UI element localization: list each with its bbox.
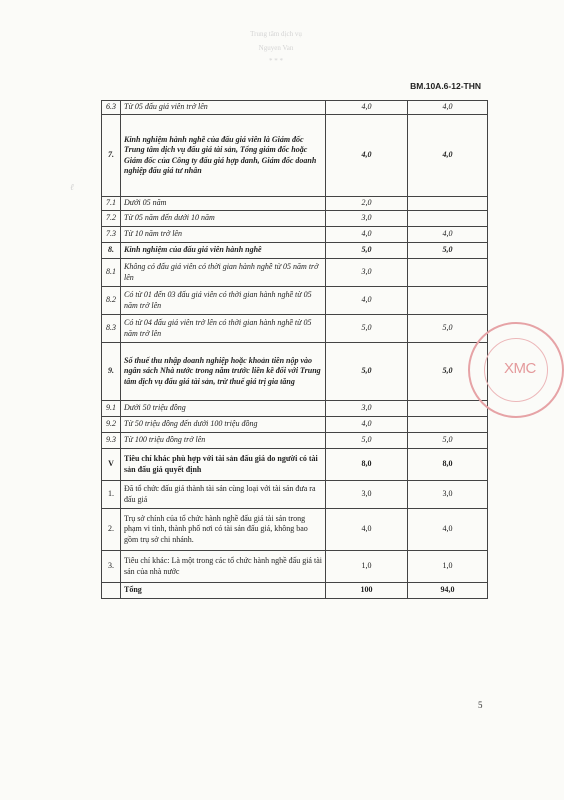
faint-header-line-3: * * * — [269, 57, 283, 65]
total-num-cell — [102, 583, 121, 599]
row-value — [408, 417, 488, 433]
table-row — [102, 449, 488, 481]
row-number: 8. — [102, 243, 121, 259]
row-criterion: Trụ sở chính của tổ chức hành nghề đấu giá tài sản trong phạm vi tỉnh, thành phố nơi có tài sản đấu giá, không bao gồm trụ sở chi nhánh. — [121, 509, 326, 551]
table-row — [102, 481, 488, 509]
row-number: 8.2 — [102, 287, 121, 315]
row-score: 4,0 — [326, 287, 408, 315]
row-number: 8.1 — [102, 259, 121, 287]
row-criterion: Từ 50 triệu đồng đến dưới 100 triệu đồng — [121, 417, 326, 433]
row-number: 8.3 — [102, 315, 121, 343]
row-score: 3,0 — [326, 259, 408, 287]
row-criterion: Dưới 50 triệu đồng — [121, 401, 326, 417]
row-value: 5,0 — [408, 315, 488, 343]
row-score: 8,0 — [326, 449, 408, 481]
row-criterion: Kinh nghiệm hành nghề của đấu giá viên là Giám đốc Trung tâm dịch vụ đấu giá tài sản, Tổng giám đốc hoặc Giám đốc của Công ty đấu giá hợp danh, Giám đốc doanh nghiệp đấu giá tư nhân — [121, 115, 326, 197]
row-criterion: Từ 10 năm trở lên — [121, 227, 326, 243]
table-row — [102, 243, 488, 259]
table-row — [102, 509, 488, 551]
row-score: 4,0 — [326, 417, 408, 433]
row-criterion: Dưới 05 năm — [121, 197, 326, 211]
row-value — [408, 401, 488, 417]
row-score: 3,0 — [326, 211, 408, 227]
row-score: 5,0 — [326, 343, 408, 401]
row-number: 9.3 — [102, 433, 121, 449]
table-row — [102, 417, 488, 433]
company-stamp — [468, 322, 564, 418]
row-number: V — [102, 449, 121, 481]
row-value: 1,0 — [408, 551, 488, 583]
row-value: 5,0 — [408, 433, 488, 449]
row-criterion: Không có đấu giá viên có thời gian hành nghề từ 05 năm trở lên — [121, 259, 326, 287]
row-criterion: Số thuế thu nhập doanh nghiệp hoặc khoản tiền nộp vào ngân sách Nhà nước trong năm trước liền kề đối với Trung tâm dịch vụ đấu giá tài sản, trừ thuế giá trị gia tăng — [121, 343, 326, 401]
row-value — [408, 197, 488, 211]
row-value: 4,0 — [408, 101, 488, 115]
row-criterion: Từ 05 đấu giá viên trở lên — [121, 101, 326, 115]
row-value: 4,0 — [408, 227, 488, 243]
row-number: 6.3 — [102, 101, 121, 115]
row-score: 3,0 — [326, 401, 408, 417]
row-number: 1. — [102, 481, 121, 509]
row-value — [408, 259, 488, 287]
row-score: 4,0 — [326, 101, 408, 115]
table-row — [102, 211, 488, 227]
row-score: 5,0 — [326, 315, 408, 343]
row-criterion: Tiêu chí khác: Là một trong các tổ chức hành nghề đấu giá tài sản của nhà nước — [121, 551, 326, 583]
table-row — [102, 315, 488, 343]
stamp-text: XMC — [504, 360, 536, 377]
document-code: BM.10A.6-12-THN — [410, 81, 481, 91]
row-number: 9. — [102, 343, 121, 401]
total-row — [102, 583, 488, 599]
row-value: 4,0 — [408, 115, 488, 197]
faint-header-line-2: Nguyen Van — [258, 44, 294, 52]
row-criterion: Có từ 01 đến 03 đấu giá viên có thời gian hành nghề từ 05 năm trở lên — [121, 287, 326, 315]
table-row — [102, 227, 488, 243]
row-criterion: Có từ 04 đấu giá viên trở lên có thời gian hành nghề từ 05 năm trở lên — [121, 315, 326, 343]
row-number: 7.3 — [102, 227, 121, 243]
row-score: 5,0 — [326, 433, 408, 449]
row-score: 3,0 — [326, 481, 408, 509]
table-row — [102, 197, 488, 211]
row-criterion: Kinh nghiệm của đấu giá viên hành nghề — [121, 243, 326, 259]
row-criterion: Đã tổ chức đấu giá thành tài sản cùng loại với tài sản đưa ra đấu giá — [121, 481, 326, 509]
table-row — [102, 101, 488, 115]
row-value: 4,0 — [408, 509, 488, 551]
row-number: 9.2 — [102, 417, 121, 433]
row-number: 2. — [102, 509, 121, 551]
criteria-table — [101, 100, 488, 599]
table-row — [102, 259, 488, 287]
page-number: 5 — [478, 700, 483, 710]
row-value: 3,0 — [408, 481, 488, 509]
table-row — [102, 115, 488, 197]
row-value: 8,0 — [408, 449, 488, 481]
table-row — [102, 401, 488, 417]
row-score: 4,0 — [326, 509, 408, 551]
row-number: 7. — [102, 115, 121, 197]
row-score: 4,0 — [326, 115, 408, 197]
row-number: 3. — [102, 551, 121, 583]
table-row — [102, 551, 488, 583]
row-value: 5,0 — [408, 343, 488, 401]
row-value — [408, 211, 488, 227]
row-score: 1,0 — [326, 551, 408, 583]
table-row — [102, 433, 488, 449]
total-score: 100 — [326, 583, 408, 599]
row-criterion: Tiêu chí khác phù hợp với tài sản đấu giá do người có tài sản đấu giá quyết định — [121, 449, 326, 481]
faint-header-line-1: Trung tâm dịch vụ — [250, 30, 302, 38]
row-criterion: Từ 05 năm đến dưới 10 năm — [121, 211, 326, 227]
table-row — [102, 287, 488, 315]
row-score: 2,0 — [326, 197, 408, 211]
row-value: 5,0 — [408, 243, 488, 259]
row-criterion: Từ 100 triệu đồng trở lên — [121, 433, 326, 449]
left-margin-mark: ℓ — [70, 182, 74, 192]
row-value — [408, 287, 488, 315]
total-label: Tổng — [121, 583, 326, 599]
row-score: 5,0 — [326, 243, 408, 259]
row-number: 7.1 — [102, 197, 121, 211]
row-number: 7.2 — [102, 211, 121, 227]
row-number: 9.1 — [102, 401, 121, 417]
row-score: 4,0 — [326, 227, 408, 243]
total-value: 94,0 — [408, 583, 488, 599]
table-row — [102, 343, 488, 401]
criteria-table-body — [102, 101, 488, 583]
